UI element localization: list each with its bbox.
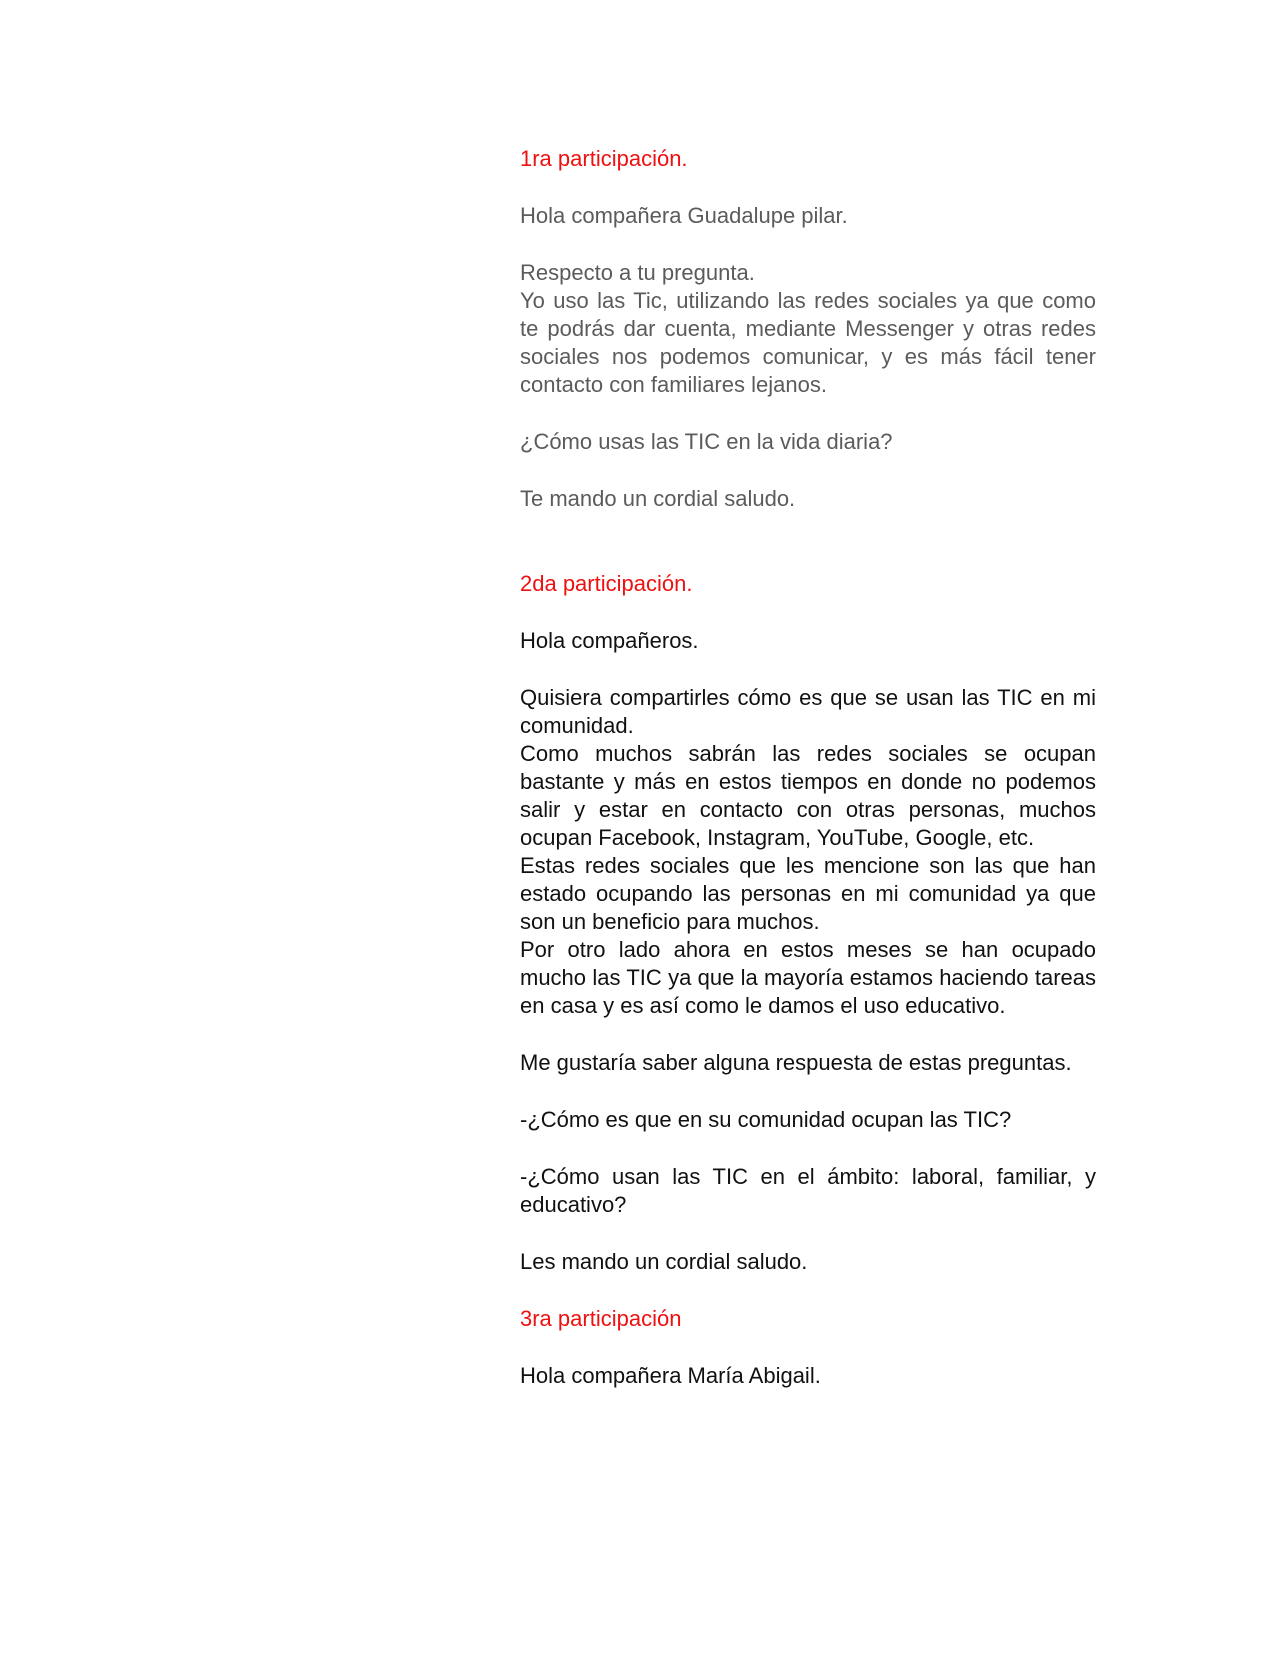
part1-greeting: Hola compañera Guadalupe pilar. <box>520 203 848 228</box>
part2-intro: Quisiera compartirles cómo es que se usan las TIC en mi comunidad. <box>520 685 1096 738</box>
part1-body: Yo uso las Tic, utilizando las redes sociales ya que como te podrás dar cuenta, mediante Messenger y otras redes sociales nos podemos comunicar, y es más fácil tener contacto con familiares lejanos. <box>520 288 1096 397</box>
part2-paragraph3: Por otro lado ahora en estos meses se han ocupado mucho las TIC ya que la mayoría estamos haciendo tareas en casa y es así como le damos el uso educativo. <box>520 937 1096 1018</box>
part1-heading: 1ra participación. <box>520 146 688 171</box>
part2-closing: Les mando un cordial saludo. <box>520 1249 808 1274</box>
part2-question2: -¿Cómo usan las TIC en el ámbito: laboral, familiar, y educativo? <box>520 1164 1096 1217</box>
part3-heading: 3ra participación <box>520 1306 682 1331</box>
document-body <box>520 145 1096 1390</box>
part2-heading: 2da participación. <box>520 571 693 596</box>
part2-question1: -¿Cómo es que en su comunidad ocupan las TIC? <box>520 1107 1012 1132</box>
part1-closing: Te mando un cordial saludo. <box>520 486 796 511</box>
part2-paragraph1: Como muchos sabrán las redes sociales se ocupan bastante y más en estos tiempos en donde no podemos salir y estar en contacto con otras personas, muchos ocupan Facebook, Instagram, YouTube, Google, etc. <box>520 741 1096 850</box>
part1-question: ¿Cómo usas las TIC en la vida diaria? <box>520 429 893 454</box>
part3-greeting: Hola compañera María Abigail. <box>520 1363 821 1388</box>
part1-intro: Respecto a tu pregunta. <box>520 260 755 285</box>
part2-request: Me gustaría saber alguna respuesta de estas preguntas. <box>520 1050 1072 1075</box>
part2-paragraph2: Estas redes sociales que les mencione son las que han estado ocupando las personas en mi comunidad ya que son un beneficio para muchos. <box>520 853 1096 934</box>
part2-greeting: Hola compañeros. <box>520 628 699 653</box>
